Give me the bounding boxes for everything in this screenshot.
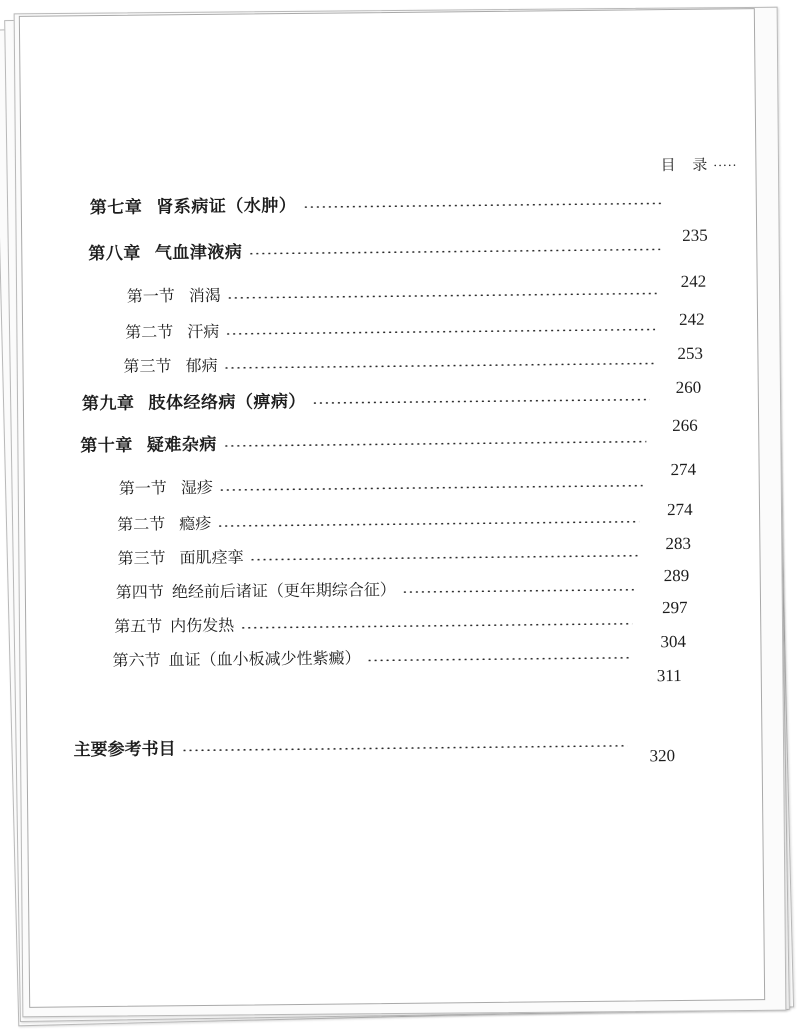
toc-number: 第一节 — [126, 285, 175, 306]
toc-number: 第三节 — [123, 355, 172, 376]
dot-leader — [227, 292, 657, 299]
dot-leader — [225, 328, 655, 335]
toc-entry-chapter — [82, 382, 656, 414]
toc-title: 汗病 — [187, 321, 220, 341]
toc-page — [19, 8, 765, 1008]
toc-entry-section — [112, 640, 636, 671]
toc-number: 第七章 — [89, 197, 143, 218]
toc-title: 肢体经络病（痹病） — [148, 391, 306, 414]
toc-number: 第八章 — [88, 243, 141, 264]
toc-entry-section — [117, 504, 645, 536]
toc-page-number: 297 — [661, 597, 688, 618]
toc-entry-section — [116, 572, 640, 603]
toc-title: 面肌痉挛 — [179, 547, 244, 567]
dot-leader — [240, 622, 632, 628]
toc-entry-references — [73, 728, 633, 760]
toc-page-number: 253 — [677, 343, 703, 364]
toc-title: 消渴 — [188, 285, 221, 305]
toc-title: 瘾疹 — [179, 513, 212, 533]
toc-entry-section — [114, 606, 638, 637]
toc-page-number: 320 — [649, 746, 676, 766]
toc-entry-section — [123, 346, 659, 378]
toc-page-number: 274 — [666, 499, 693, 520]
toc-title: 湿疹 — [180, 477, 213, 497]
toc-number: 第十章 — [80, 435, 133, 456]
toc-page-number: 289 — [663, 565, 690, 586]
toc-title: 气血津液病 — [154, 242, 243, 263]
dot-leader — [367, 657, 631, 662]
toc-entry-chapter — [88, 232, 666, 264]
toc-entry-chapter — [80, 424, 652, 456]
toc-number: 第五节 — [114, 615, 163, 636]
dot-leader — [223, 440, 646, 446]
toc-number: 第四节 — [115, 581, 164, 602]
toc-entry-section — [119, 468, 649, 500]
dot-leader — [219, 484, 643, 490]
toc-number: 第二节 — [117, 513, 166, 534]
toc-title: 主要参考书目 — [73, 738, 176, 760]
toc-page-number: 260 — [675, 377, 702, 398]
toc-page-number: 311 — [656, 665, 682, 686]
toc-title: 肾系病证（水肿） — [156, 195, 297, 217]
toc-page-number: 283 — [665, 533, 691, 554]
toc-number: 第九章 — [81, 393, 135, 414]
toc-number: 第三节 — [117, 547, 166, 568]
toc-entry-section — [117, 538, 643, 570]
toc-title: 绝经前后诸证（更年期综合征） — [171, 579, 396, 601]
toc-page-number: 304 — [660, 631, 687, 652]
toc-entry-chapter — [90, 186, 670, 218]
toc-title: 郁病 — [185, 355, 218, 375]
dot-leader — [250, 554, 638, 560]
dot-leader — [402, 588, 634, 592]
header-dots: ····· — [713, 158, 738, 173]
toc-entry-section — [125, 312, 661, 344]
toc-page-number: 266 — [672, 415, 698, 436]
dot-leader — [302, 202, 664, 208]
dot-leader — [182, 745, 628, 752]
dot-leader — [217, 520, 639, 526]
toc-number: 第一节 — [118, 477, 167, 498]
header-label: 目 录 — [660, 155, 714, 175]
dot-leader — [224, 362, 654, 369]
toc-page-number: 242 — [678, 309, 705, 329]
dot-leader — [312, 398, 650, 404]
toc-number: 第六节 — [112, 649, 161, 670]
toc-page-number: 235 — [682, 225, 708, 245]
toc-entry-section — [127, 276, 663, 308]
toc-page-number: 274 — [670, 459, 697, 480]
toc-page-number: 242 — [680, 271, 707, 291]
toc-title: 血证（血小板减少性紫癜） — [168, 647, 361, 669]
toc-title: 疑难杂病 — [146, 434, 217, 456]
running-header — [660, 153, 737, 175]
toc-title: 内伤发热 — [170, 615, 235, 635]
dot-leader — [248, 248, 660, 254]
toc-number: 第二节 — [125, 321, 174, 342]
